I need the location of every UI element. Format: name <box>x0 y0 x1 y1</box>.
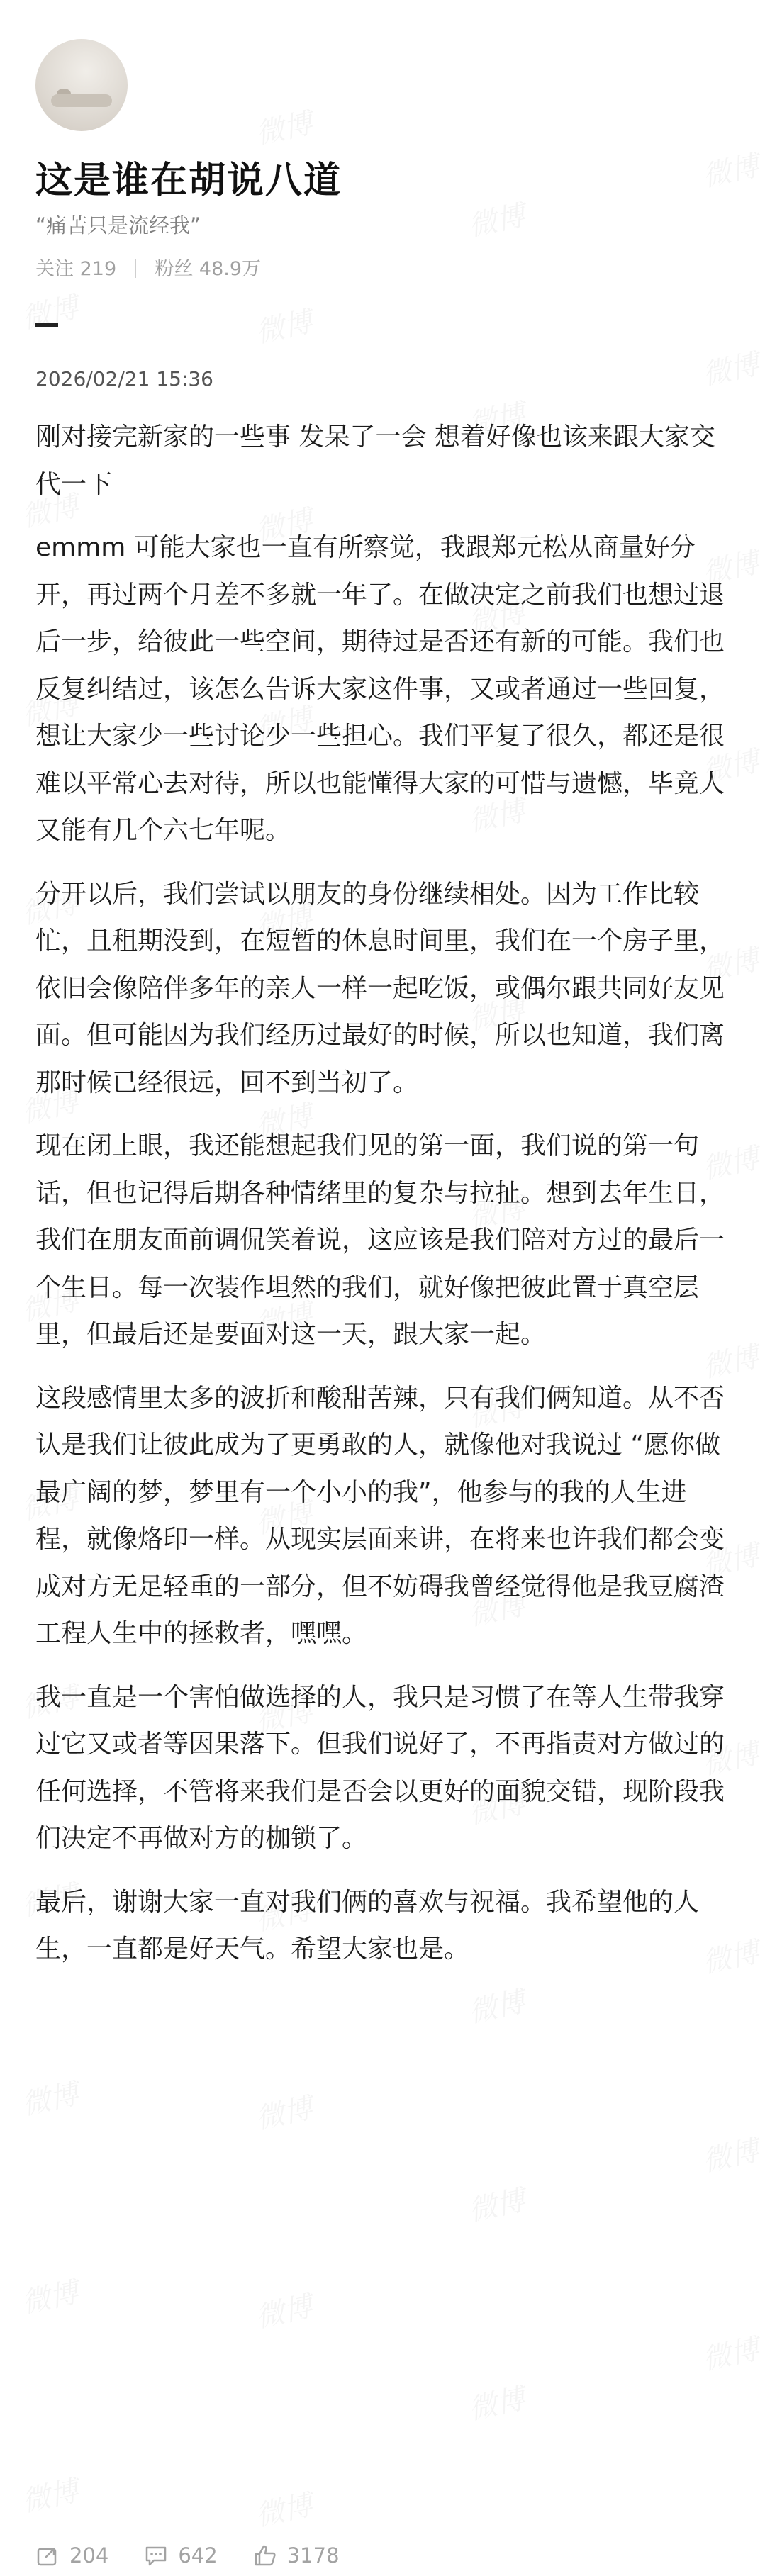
comment-icon <box>144 2543 168 2567</box>
watermark-text <box>698 2326 762 2378</box>
watermark-text <box>698 143 762 194</box>
watermark-text <box>18 285 82 336</box>
profile-name[interactable]: 这是谁在胡说八道 <box>35 159 342 202</box>
post-content <box>35 414 734 1990</box>
post-paragraph: 刚对接完新家的一些事 发呆了一会 想着好像也该来跟大家交代一下 <box>35 422 715 499</box>
profile-stats <box>35 253 261 281</box>
watermark-text <box>464 2178 528 2229</box>
watermark-text <box>18 2270 82 2321</box>
like-button[interactable] <box>253 2543 340 2567</box>
repost-count: 204 <box>69 2543 109 2567</box>
watermark-text <box>18 2468 82 2519</box>
watermark-text <box>464 193 528 244</box>
avatar[interactable] <box>35 39 128 131</box>
watermark-text <box>18 2071 82 2122</box>
avatar-figure-body <box>51 94 112 107</box>
repost-button[interactable] <box>35 2543 108 2567</box>
watermark-text <box>252 299 316 350</box>
post-paragraph: emmm 可能大家也一直有所察觉，我跟郑元松从商量好分开，再过两个月差不多就一年了。在做决定之前我们也想过退后一步，给彼此一些空间，期待过是否还有新的可能。我们也反复纠结过，该怎么告诉大家这件事，又或者通过一些回复，想让大家少一些讨论少一些担心。我们平复了很久，都还是很难以平常心去对待，所以也能懂得大家的可惜与遗憾，毕竟人又能有几个六七年呢。 <box>35 533 725 845</box>
watermark-text <box>464 2376 528 2427</box>
watermark-text <box>252 101 316 152</box>
profile-bio: “痛苦只是流经我” <box>35 213 201 237</box>
post-paragraph: 这段感情里太多的波折和酸甜苦辣，只有我们俩知道。从不否认是我们让彼此成为了更勇敢的人，就像他对我说过 “愿你做最广阔的梦，梦里有一个小小的我”，他参与的我的人生进程，就像烙印一样。从现实层面来讲，在将来也许我们都会变成对方无足轻重的一部分，但不妨碍我曾经觉得他是我豆腐渣工程人生中的拯救者，嘿嘿。 <box>35 1383 725 1648</box>
watermark-text <box>252 2085 316 2137</box>
follow-label[interactable]: 关注 <box>35 258 74 280</box>
comment-button[interactable] <box>144 2543 217 2567</box>
fans-count[interactable]: 48.9万 <box>199 258 262 280</box>
like-count: 3178 <box>286 2543 340 2567</box>
post-paragraph: 我一直是一个害怕做选择的人，我只是习惯了在等人生带我穿过它又或者等因果落下。但我们说好了，不再指责对方做过的任何选择，不管将来我们是否会以更好的面貌交错，现阶段我们决定不再做对方的枷锁了。 <box>35 1682 725 1853</box>
section-divider <box>35 323 58 327</box>
stats-divider <box>135 259 136 278</box>
like-icon <box>253 2543 277 2567</box>
post-paragraph: 现在闭上眼，我还能想起我们见的第一面，我们说的第一句话，但也记得后期各种情绪里的复杂与拉扯。想到去年生日，我们在朋友面前调侃笑着说，这应该是我们陪对方过的最后一个生日。每一次装作坦然的我们，就好像把彼此置于真空层里，但最后还是要面对这一天，跟大家一起。 <box>35 1131 725 1349</box>
post-timestamp: 2026/02/21 15:36 <box>35 367 213 391</box>
fans-label[interactable]: 粉丝 <box>155 258 194 280</box>
follow-count[interactable]: 219 <box>79 258 117 280</box>
post-actions-bar <box>35 2538 375 2573</box>
post-paragraph: 分开以后，我们尝试以朋友的身份继续相处。因为工作比较忙，且租期没到，在短暂的休息时间里，我们在一个房子里，依旧会像陪伴多年的亲人一样一起吃饭，或偶尔跟共同好友见面。但可能因为我们经历过最好的时候，所以也知道，我们离那时候已经很远，回不到当初了。 <box>35 879 725 1097</box>
watermark-text <box>252 2482 316 2533</box>
repost-icon <box>35 2543 60 2567</box>
comment-count: 642 <box>178 2543 218 2567</box>
watermark-text <box>252 2284 316 2335</box>
watermark-text <box>698 342 762 393</box>
watermark-text <box>698 2128 762 2179</box>
post-paragraph: 最后，谢谢大家一直对我们俩的喜欢与祝福。我希望他的人生，一直都是好天气。希望大家也是。 <box>35 1887 700 1964</box>
